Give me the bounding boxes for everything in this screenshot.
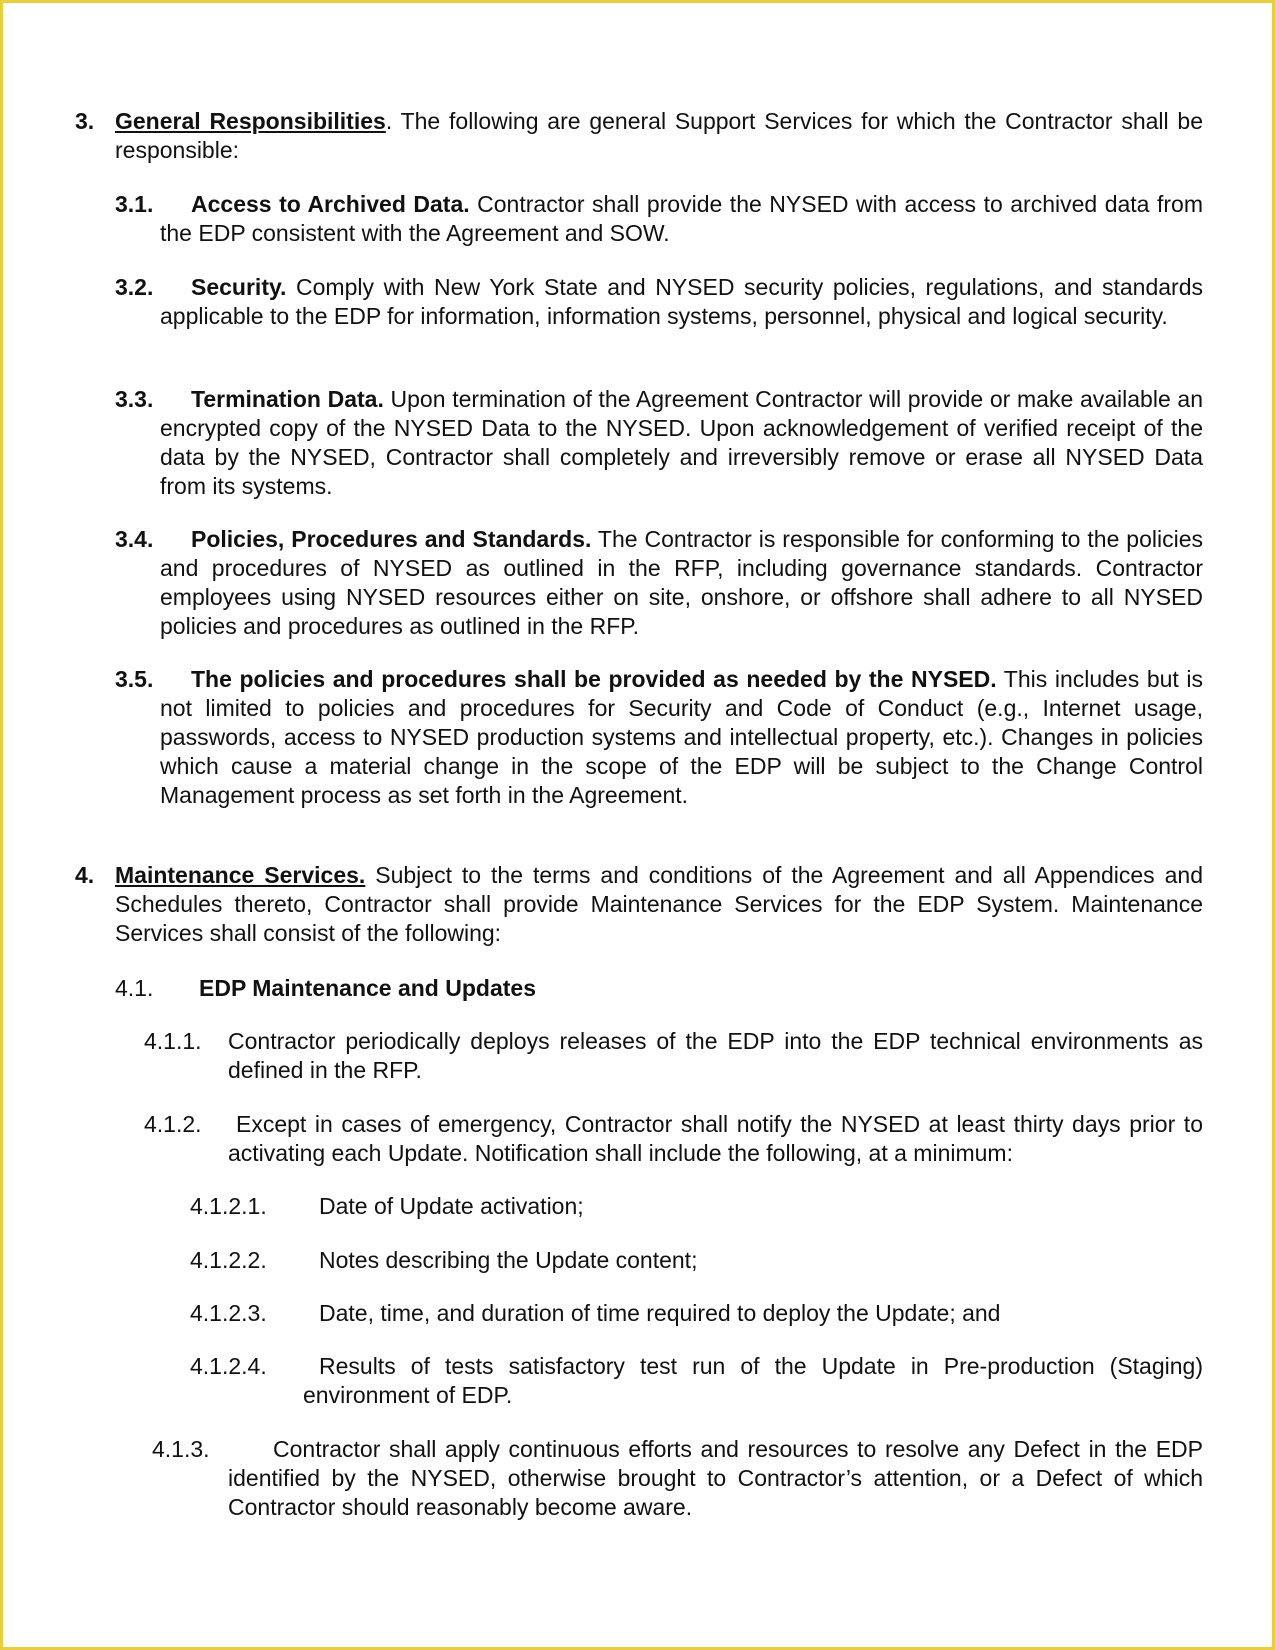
item-number: 4.1.2.	[144, 1111, 202, 1137]
item-number: 3.3.	[115, 386, 154, 412]
item-heading: Access to Archived Data.	[191, 191, 470, 217]
item-4-1-2-2-text: Notes describing the Update content;	[319, 1247, 698, 1273]
item-number: 3.4.	[115, 526, 154, 552]
item-4-1-2-1-text: Date of Update activation;	[319, 1193, 584, 1219]
item-3-3-paragraph	[160, 385, 1203, 501]
item-text: Contractor shall provide the NYSED with access to archived data from the EDP consistent with the Agreement and SOW.	[160, 191, 1203, 246]
item-number: 4.1.1.	[144, 1028, 202, 1054]
item-4-1-2-paragraph: Except in cases of emergency, Contractor shall notify the NYSED at least thirty days prior to activating each Update. Notification shall include the following, at a minimum:	[228, 1111, 1203, 1166]
item-4-1-3-paragraph: Contractor shall apply continuous efforts and resources to resolve any Defect in the EDP identified by the NYSED, otherwise brought to Contractor’s attention, or a Defect of which Contractor should reasonably become aware.	[228, 1436, 1203, 1520]
subsection-number: 4.1.	[115, 975, 154, 1001]
item-heading: Policies, Procedures and Standards.	[191, 526, 592, 552]
item-number: 4.1.2.1.	[190, 1193, 267, 1219]
section-heading: General Responsibilities	[115, 108, 386, 134]
section-3-paragraph	[115, 107, 1203, 165]
section-text: Subject to the terms and conditions of the Agreement and all Appendices and Schedules thereto, Contractor shall provide Maintenance Services for the EDP System. Maintenance Services shall consist of the following:	[115, 862, 1204, 946]
item-number: 3.1.	[115, 191, 154, 217]
item-number: 4.1.3.	[152, 1436, 210, 1462]
item-number: 4.1.2.3.	[190, 1300, 267, 1326]
item-text: This includes but is not limited to policies and procedures for Security and Code of Conduct (e.g., Internet usage, passwords, access to NYSED production systems and intellectual property, etc.). Changes in policies which cause a material change in the scope of the EDP will be subject to the Change Control Management process as set forth in the Agreement.	[160, 666, 1203, 808]
item-3-2-paragraph	[160, 273, 1203, 331]
item-4-1-2-4-paragraph: Results of tests satisfactory test run of the Update in Pre-production (Staging) environment of EDP.	[303, 1353, 1203, 1408]
section-number: 4.	[75, 862, 95, 888]
item-3-5-paragraph	[160, 665, 1203, 810]
section-number: 3.	[75, 108, 95, 134]
item-4-1-2-3-text: Date, time, and duration of time required to deploy the Update; and	[319, 1300, 1001, 1326]
section-4-paragraph	[115, 861, 1203, 948]
item-number: 3.5.	[115, 666, 154, 692]
item-3-1-paragraph	[160, 190, 1203, 248]
item-number: 4.1.2.4.	[190, 1353, 267, 1379]
item-text: Comply with New York State and NYSED security policies, regulations, and standards applicable to the EDP for information, information systems, personnel, physical and logical security.	[160, 274, 1203, 329]
section-heading: Maintenance Services.	[115, 862, 366, 888]
item-number: 3.2.	[115, 274, 154, 300]
item-heading: Termination Data.	[191, 386, 384, 412]
section-text: . The following are general Support Services for which the Contractor shall be responsible:	[115, 108, 1203, 163]
item-heading: Security.	[191, 274, 287, 300]
item-heading: The policies and procedures shall be provided as needed by the NYSED.	[191, 666, 997, 692]
item-4-1-1-paragraph: Contractor periodically deploys releases of the EDP into the EDP technical environments as defined in the RFP.	[228, 1028, 1203, 1083]
subsection-heading: EDP Maintenance and Updates	[199, 975, 536, 1001]
item-number: 4.1.2.2.	[190, 1247, 267, 1273]
item-3-4-paragraph	[160, 525, 1203, 641]
item-text: Upon termination of the Agreement Contractor will provide or make available an encrypted copy of the NYSED Data to the NYSED. Upon acknowledgement of verified receipt of the data by the NYSED, Contractor shall completely and irreversibly remove or erase all NYSED Data from its systems.	[160, 386, 1203, 499]
item-text: The Contractor is responsible for conforming to the policies and procedures of NYSED as outlined in the RFP, including governance standards. Contractor employees using NYSED resources either on site, onshore, or offshore shall adhere to all NYSED policies and procedures as outlined in the RFP.	[160, 526, 1203, 639]
